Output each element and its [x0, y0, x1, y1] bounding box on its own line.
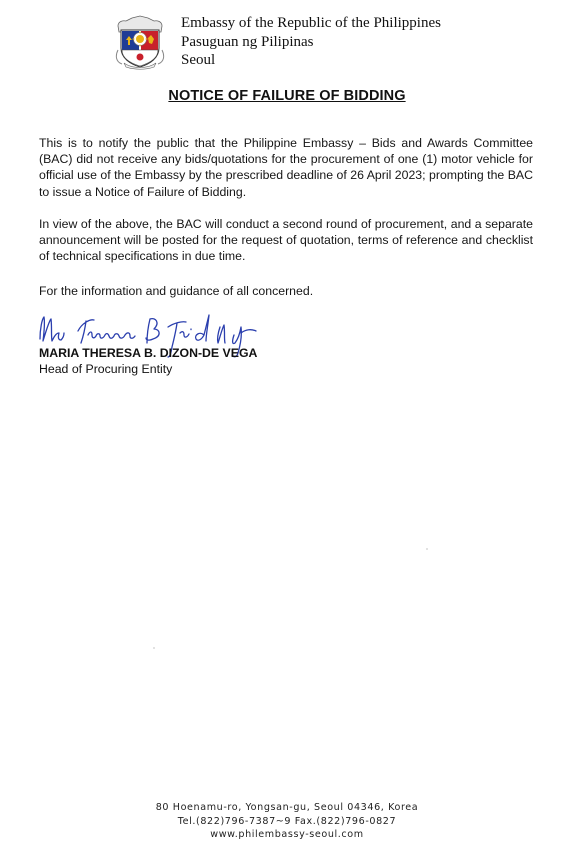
philippine-coat-of-arms-icon — [112, 12, 168, 70]
footer-contact-block — [0, 801, 574, 842]
signatory-position: Head of Procuring Entity — [39, 362, 173, 376]
footer-website: www.philembassy-seoul.com — [210, 829, 364, 840]
scan-speck — [426, 548, 428, 550]
document-title: NOTICE OF FAILURE OF BIDDING — [168, 88, 406, 104]
footer-address: 80 Hoenamu-ro, Yongsan-gu, Seoul 04346, Korea — [155, 802, 419, 813]
body-paragraph-2: In view of the above, the BAC will conduct a second round of procurement, and a separate announcement will be posted for the request of quotation, terms of reference and checklist of technical specifications in due time. — [39, 217, 533, 264]
embassy-name-block — [181, 14, 441, 70]
letterhead — [112, 12, 472, 74]
footer-phone-fax: Tel.(822)796-7387~9 Fax.(822)796-0827 — [177, 815, 397, 827]
body-paragraph-1: This is to notify the public that the Philippine Embassy – Bids and Awards Committee (BAC) did not receive any bids/quotations for the procurement of one (1) motor vehicle for official use of the Embassy by the prescribed deadline of 26 April 2023; prompting the BAC to issue a Notice of Failure of Bidding. — [39, 136, 533, 199]
embassy-name-filipino: Pasuguan ng Pilipinas — [181, 33, 314, 50]
body-paragraph-3: For the information and guidance of all concerned. — [39, 284, 314, 298]
scan-speck — [153, 647, 155, 649]
embassy-city: Seoul — [181, 52, 216, 68]
embassy-name-english: Embassy of the Republic of the Philippines — [181, 15, 441, 31]
signatory-name: MARIA THERESA B. DIZON-DE VEGA — [39, 346, 258, 360]
